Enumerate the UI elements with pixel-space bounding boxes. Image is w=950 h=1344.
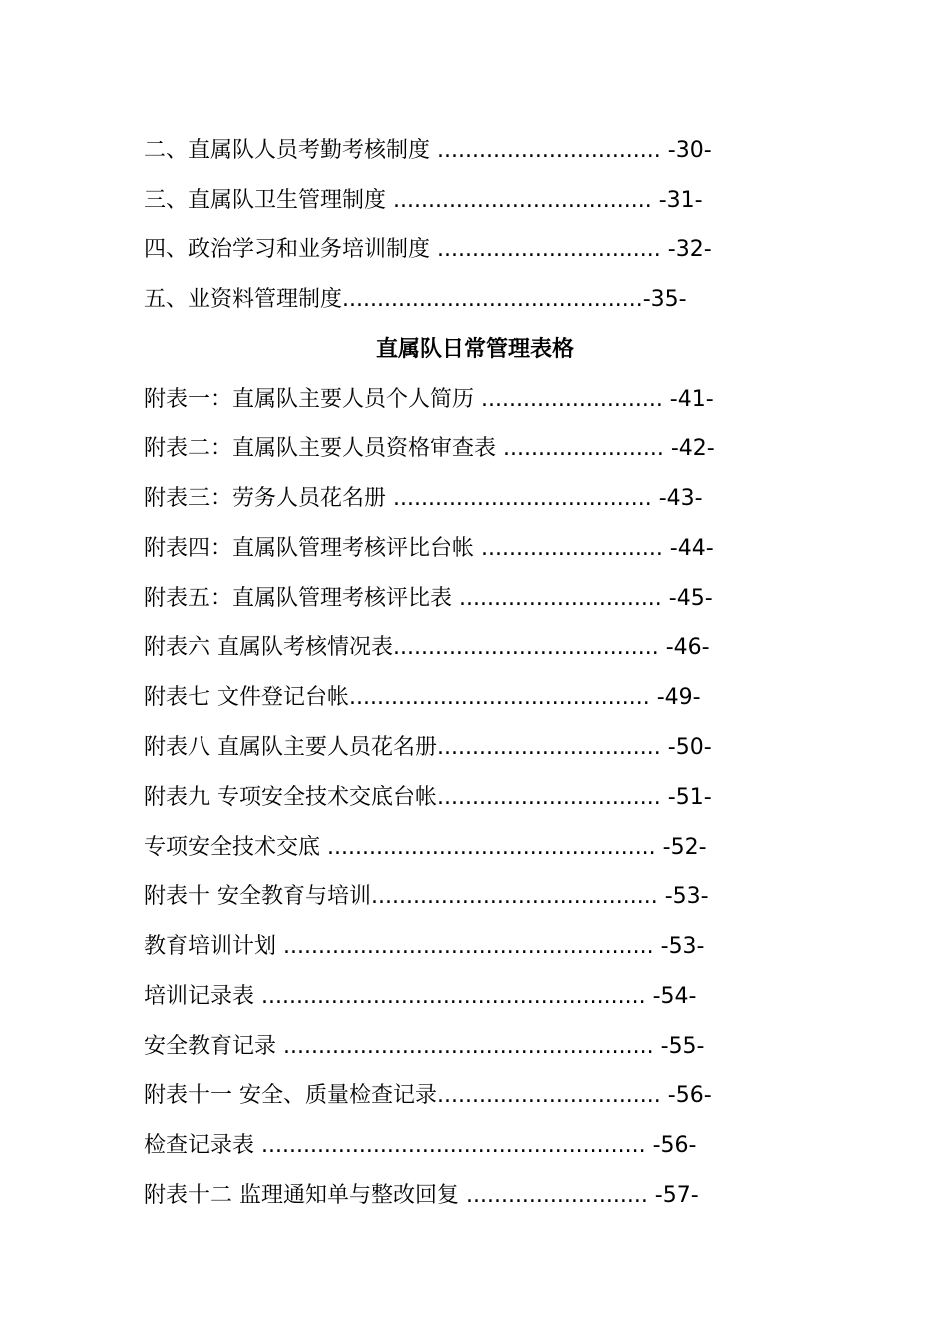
toc-entry-document-management[interactable]: 五、业资料管理制度...........................................-35- [144,287,687,312]
toc-entry-appendix-11[interactable]: 附表十一 安全、质量检查记录................................ -56- [144,1083,712,1108]
toc-entry-appendix-4[interactable]: 附表四：直属队管理考核评比台帐 .......................... -44- [144,536,714,561]
toc-entry-appendix-5[interactable]: 附表五：直属队管理考核评比表 ............................. -45- [144,586,713,611]
toc-entry-inspection-record[interactable]: 检查记录表 ....................................................... -56- [144,1133,697,1158]
toc-entry-appendix-7[interactable]: 附表七 文件登记台帐........................................... -49- [144,685,701,710]
toc-entry-safety-education-record[interactable]: 安全教育记录 ..................................................... -55- [144,1034,705,1059]
toc-entry-appendix-12[interactable]: 附表十二 监理通知单与整改回复 .......................... -57- [144,1183,699,1208]
toc-entry-appendix-9[interactable]: 附表九 专项安全技术交底台帐................................ -51- [144,785,712,810]
toc-entry-attendance[interactable]: 二、直属队人员考勤考核制度 ................................ -30- [144,138,712,163]
toc-entry-appendix-6[interactable]: 附表六 直属队考核情况表...................................... -46- [144,635,710,660]
toc-entry-safety-briefing[interactable]: 专项安全技术交底 ............................................... -52- [144,835,707,860]
toc-entry-training-record[interactable]: 培训记录表 ....................................................... -54- [144,984,697,1009]
toc-entry-appendix-2[interactable]: 附表二：直属队主要人员资格审查表 ....................... -42- [144,436,715,461]
toc-entry-hygiene[interactable]: 三、直属队卫生管理制度 ..................................... -31- [144,188,703,213]
toc-entry-appendix-1[interactable]: 附表一：直属队主要人员个人简历 .......................... -41- [144,387,714,412]
section-title: 直属队日常管理表格 [375,337,574,362]
toc-entry-appendix-8[interactable]: 附表八 直属队主要人员花名册................................ -50- [144,735,712,760]
toc-entry-study-training[interactable]: 四、政治学习和业务培训制度 ................................ -32- [144,237,712,262]
toc-entry-appendix-10[interactable]: 附表十 安全教育与培训......................................... -53- [144,884,709,909]
toc-entry-appendix-3[interactable]: 附表三：劳务人员花名册 ..................................... -43- [144,486,703,511]
toc-entry-training-plan[interactable]: 教育培训计划 ..................................................... -53- [144,934,705,959]
